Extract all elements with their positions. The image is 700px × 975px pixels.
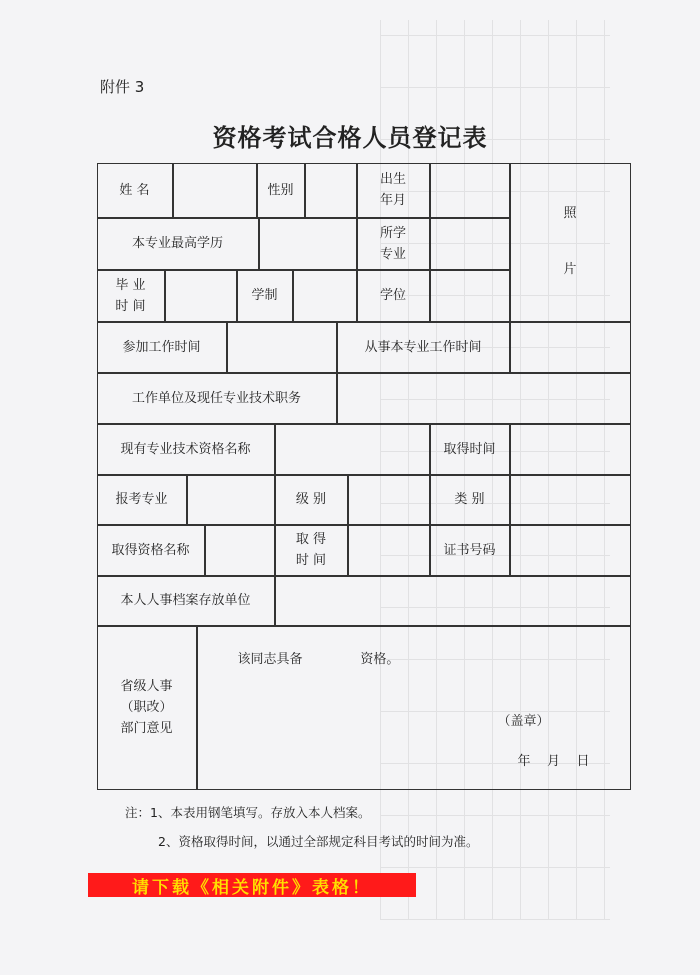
name-label: 姓 名 <box>97 163 173 218</box>
birth-label-line2: 年月 <box>379 193 406 208</box>
birth-label <box>357 163 430 218</box>
archive-unit-field[interactable] <box>275 576 631 626</box>
grad-time-field[interactable] <box>165 270 237 322</box>
school-field[interactable] <box>430 218 510 270</box>
qual-name-field[interactable] <box>205 525 275 576</box>
opinion-text: 该同志具备 资格。 <box>237 651 400 667</box>
exam-major-field[interactable] <box>187 475 275 525</box>
birth-field[interactable] <box>430 163 510 218</box>
exam-major-label: 报考专业 <box>97 475 187 525</box>
work-start-label: 参加工作时间 <box>97 322 227 373</box>
name-field[interactable] <box>173 163 257 218</box>
archive-unit-label: 本人人事档案存放单位 <box>97 576 275 626</box>
opinion-area[interactable] <box>197 626 631 790</box>
note-line-1: 注：1、本表用钢笔填写。存放入本人档案。 <box>125 805 371 820</box>
opinion-label-line1: 省级人事 <box>120 679 173 694</box>
schooling-field[interactable] <box>293 270 357 322</box>
degree-field[interactable] <box>430 270 510 322</box>
registration-form <box>97 163 631 790</box>
attachment-label: 附件 3 <box>100 78 145 96</box>
highest-edu-field[interactable] <box>259 218 357 270</box>
download-banner-link[interactable]: 请下载《相关附件》表格！ <box>88 873 416 897</box>
grad-time-label <box>97 270 165 322</box>
obtain-time-2-label <box>275 525 348 576</box>
gender-field[interactable] <box>305 163 357 218</box>
obtain-label-line1: 取 得 <box>295 532 327 547</box>
note-line-2: 2、资格取得时间，以通过全部规定科目考试的时间为准。 <box>158 834 479 849</box>
photo-label-1: 照 <box>563 206 577 221</box>
obtain-time-field[interactable] <box>510 424 631 475</box>
qual-name-label: 取得资格名称 <box>97 525 205 576</box>
seal-text: （盖章） <box>497 713 550 729</box>
school-label-line2: 专业 <box>379 246 406 262</box>
birth-label-line1: 出生 <box>379 172 406 187</box>
schooling-label: 学制 <box>237 270 293 322</box>
photo-box[interactable] <box>510 163 631 322</box>
current-qual-label: 现有专业技术资格名称 <box>97 424 275 475</box>
obtain-time-label: 取得时间 <box>430 424 510 475</box>
gender-label: 性别 <box>257 163 305 218</box>
cert-no-label: 证书号码 <box>430 525 510 576</box>
current-qual-field[interactable] <box>275 424 430 475</box>
obtain-label-line2: 时 间 <box>295 553 327 568</box>
photo-label-2: 片 <box>563 262 577 277</box>
opinion-label <box>97 626 197 790</box>
grad-label-line1: 毕 业 <box>115 277 146 293</box>
category-label: 类 别 <box>430 475 510 525</box>
category-field[interactable] <box>510 475 631 525</box>
cert-no-field[interactable] <box>510 525 631 576</box>
form-title: 资格考试合格人员登记表 <box>212 124 488 152</box>
major-work-time-label: 从事本专业工作时间 <box>337 322 510 373</box>
school-label-line1: 所学 <box>379 225 406 241</box>
degree-label: 学位 <box>357 270 430 322</box>
opinion-label-line3: 部门意见 <box>120 721 173 736</box>
school-label <box>357 218 430 270</box>
major-work-time-field[interactable] <box>510 322 631 373</box>
work-unit-label: 工作单位及现任专业技术职务 <box>97 373 337 424</box>
work-unit-field[interactable] <box>337 373 631 424</box>
date-text: 年 月 日 <box>517 753 590 769</box>
work-start-field[interactable] <box>227 322 337 373</box>
level-field[interactable] <box>348 475 430 525</box>
highest-edu-label: 本专业最高学历 <box>97 218 259 270</box>
opinion-label-line2: （职改） <box>120 700 173 715</box>
obtain-time-2-field[interactable] <box>348 525 430 576</box>
grad-label-line2: 时 间 <box>115 298 146 314</box>
level-label: 级 别 <box>275 475 348 525</box>
